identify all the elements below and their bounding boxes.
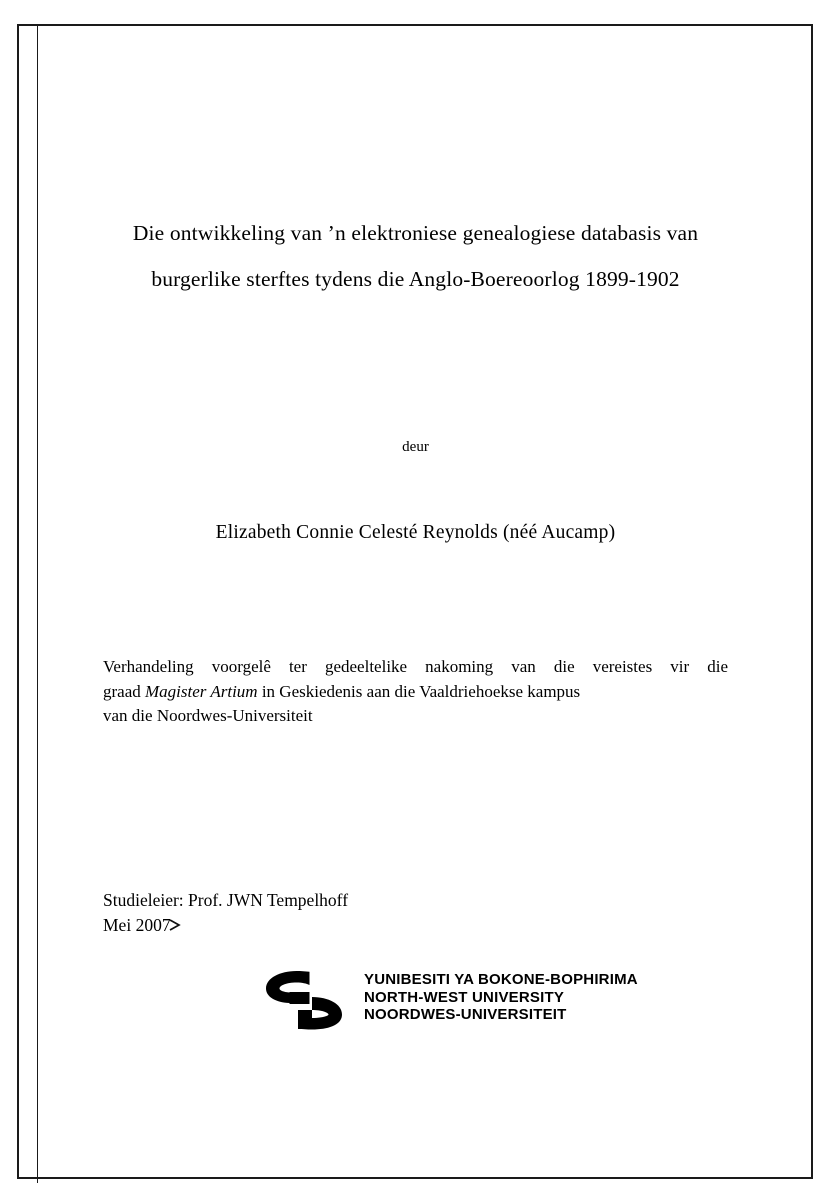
date-line: Mei 2007: [103, 915, 171, 935]
pen-mark-icon: [169, 915, 181, 929]
date-line-wrapper: [103, 913, 171, 938]
title-page-content: [100, 24, 731, 1179]
university-logo: [252, 967, 638, 1033]
author-name: Elizabeth Connie Celesté Reynolds (néé Aucamp): [215, 522, 616, 543]
degree-name-italic: Magister Artium: [145, 681, 258, 701]
supervisor-line: Studieleier: Prof. JWN Tempelhoff: [103, 890, 349, 910]
logo-text-line-1: YUNIBESITI YA BOKONE-BOPHIRIMA: [364, 971, 638, 988]
logo-text-line-2: NORTH-WEST UNIVERSITY: [364, 988, 565, 1006]
by-label: deur: [402, 439, 429, 455]
north-west-university-logo-mark-icon: [252, 967, 359, 1033]
degree-statement-line-3: van die Noordwes-Universiteit: [103, 706, 313, 725]
page-title-line-2: burgerlike sterftes tydens die Anglo-Boereoorlog 1899-1902: [151, 267, 680, 291]
university-logo-text: [364, 971, 638, 1024]
degree-statement-line-2: [103, 680, 728, 705]
page-title-line-1: Die ontwikkeling van ’n elektroniese genealogiese databasis van: [132, 221, 699, 245]
page-title: [100, 210, 731, 302]
supervisor-block: [103, 888, 348, 938]
degree-statement-line-2-suffix: in Geskiedenis aan die Vaaldriehoekse kampus: [257, 681, 581, 701]
degree-statement-line-1: Verhandeling voorgelê ter gedeeltelike nakoming van die vereistes vir die: [103, 657, 728, 676]
degree-statement: [103, 655, 728, 729]
logo-text-line-3: NOORDWES-UNIVERSITEIT: [364, 1006, 567, 1023]
degree-statement-line-2-prefix: graad: [103, 681, 146, 701]
